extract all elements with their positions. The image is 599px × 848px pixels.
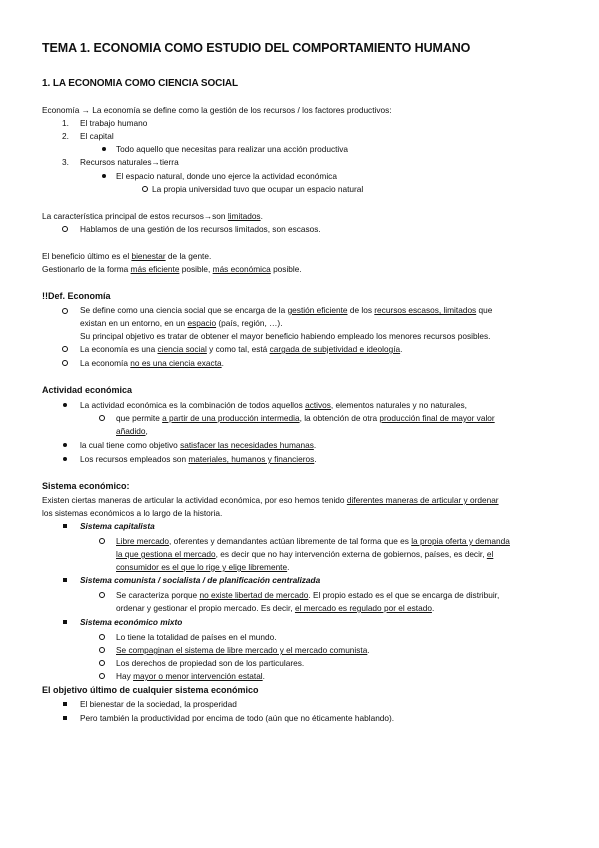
bullet-icon — [63, 403, 67, 407]
bullet-icon — [63, 457, 67, 461]
list-subitem: El espacio natural, donde uno ejerce la actividad económica — [116, 171, 337, 181]
system-type-heading: Sistema económico mixto — [80, 617, 183, 627]
list-subitem: Los derechos de propiedad son de los particulares. — [116, 658, 305, 668]
list-subsubitem: La propia universidad tuvo que ocupar un espacio natural — [152, 184, 364, 194]
list-subitem: Lo tiene la totalidad de países en el mundo. — [116, 632, 277, 642]
list-item: La actividad económica es la combinación de todos aquellos activos, elementos naturales y no naturales, — [80, 400, 467, 410]
square-bullet-icon — [63, 702, 67, 706]
bullet-icon — [63, 443, 67, 447]
bullet-icon — [102, 174, 106, 178]
subsection-heading: El objetivo último de cualquier sistema económico — [42, 685, 259, 695]
page-title: TEMA 1. ECONOMIA COMO ESTUDIO DEL COMPORTAMIENTO HUMANO — [42, 41, 471, 55]
list-item: Pero también la productividad por encima de todo (aún que no éticamente hablando). — [80, 713, 395, 723]
circle-bullet-icon — [99, 538, 105, 544]
circle-bullet-icon — [99, 634, 105, 640]
list-subitem: Se compaginan el sistema de libre mercado y el mercado comunista. — [116, 645, 370, 655]
list-item-continuation: existan en un entorno, en un espacio (país, región, …). — [80, 318, 283, 328]
list-item: El bienestar de la sociedad, la prosperidad — [80, 699, 237, 709]
circle-bullet-icon — [62, 226, 68, 232]
square-bullet-icon — [63, 716, 67, 720]
section-heading: 1. LA ECONOMIA COMO CIENCIA SOCIAL — [42, 78, 239, 89]
list-subitem: que permite a partir de una producción intermedia, la obtención de otra producción final de mayor valor — [116, 413, 495, 423]
list-subitem-continuation: ordenar y gestionar el propio mercado. Es decir, el mercado es regulado por el estado. — [116, 603, 435, 613]
circle-bullet-icon — [62, 360, 68, 366]
subsection-heading: Sistema económico: — [42, 481, 130, 491]
circle-bullet-icon — [99, 673, 105, 679]
system-type-heading: Sistema comunista / socialista / de planificación centralizada — [80, 575, 321, 585]
square-bullet-icon — [63, 578, 67, 582]
circle-bullet-icon — [62, 308, 68, 314]
circle-bullet-icon — [142, 186, 148, 192]
list-number: 3. — [62, 157, 69, 167]
list-item: Recursos naturales→tierra — [80, 157, 179, 167]
paragraph: Existen ciertas maneras de articular la actividad económica, por eso hemos tenido diferentes maneras de articular y ordenar — [42, 495, 499, 505]
circle-bullet-icon — [99, 415, 105, 421]
list-item: El capital — [80, 131, 114, 141]
paragraph: Gestionarlo de la forma más eficiente posible, más económica posible. — [42, 264, 302, 274]
list-item: El trabajo humano — [80, 118, 148, 128]
list-subitem: Libre mercado, oferentes y demandantes actúan libremente de tal forma que es la propia oferta y demanda — [116, 536, 510, 546]
list-subitem-continuation: añadido, — [116, 426, 148, 436]
economy-definition: Economía → La economía se define como la gestión de los recursos / los factores productivos: — [42, 105, 392, 115]
list-item: la cual tiene como objetivo satisfacer las necesidades humanas. — [80, 440, 317, 450]
list-subitem-continuation: la que gestiona el mercado, es decir que no hay intervención externa de gobiernos, países, es decir, el — [116, 549, 494, 559]
circle-bullet-icon — [62, 346, 68, 352]
circle-bullet-icon — [99, 660, 105, 666]
circle-bullet-icon — [99, 592, 105, 598]
list-subitem: Hablamos de una gestión de los recursos limitados, son escasos. — [80, 224, 321, 234]
square-bullet-icon — [63, 524, 67, 528]
list-item: Los recursos empleados son materiales, humanos y financieros. — [80, 454, 317, 464]
system-type-heading: Sistema capitalista — [80, 521, 155, 531]
list-number: 1. — [62, 118, 69, 128]
list-subitem-continuation: consumidor es el que lo rige y elige libremente. — [116, 562, 290, 572]
subsection-heading: Actividad económica — [42, 385, 133, 395]
list-item: Se define como una ciencia social que se encarga de la gestión eficiente de los recursos escasos, limitados que — [80, 305, 493, 315]
square-bullet-icon — [63, 620, 67, 624]
list-number: 2. — [62, 131, 69, 141]
circle-bullet-icon — [99, 647, 105, 653]
subsection-heading: !!Def. Economía — [42, 291, 111, 301]
list-item: La economía es una ciencia social y como tal, está cargada de subjetividad e ideología. — [80, 344, 403, 354]
list-subitem: Se caracteriza porque no existe libertad de mercado. El propio estado es el que se encarga de distribuir, — [116, 590, 500, 600]
list-subitem: Todo aquello que necesitas para realizar una acción productiva — [116, 144, 349, 154]
paragraph: La característica principal de estos recursos→son limitados. — [42, 211, 263, 221]
list-item-continuation: Su principal objetivo es tratar de obtener el mayor beneficio habiendo empleado los menores recursos posibles. — [80, 331, 491, 341]
paragraph: los sistemas económicos a lo largo de la historia. — [42, 508, 223, 518]
paragraph: El beneficio último es el bienestar de la gente. — [42, 251, 212, 261]
bullet-icon — [102, 147, 106, 151]
list-subitem: Hay mayor o menor intervención estatal. — [116, 671, 265, 681]
list-item: La economía no es una ciencia exacta. — [80, 358, 224, 368]
